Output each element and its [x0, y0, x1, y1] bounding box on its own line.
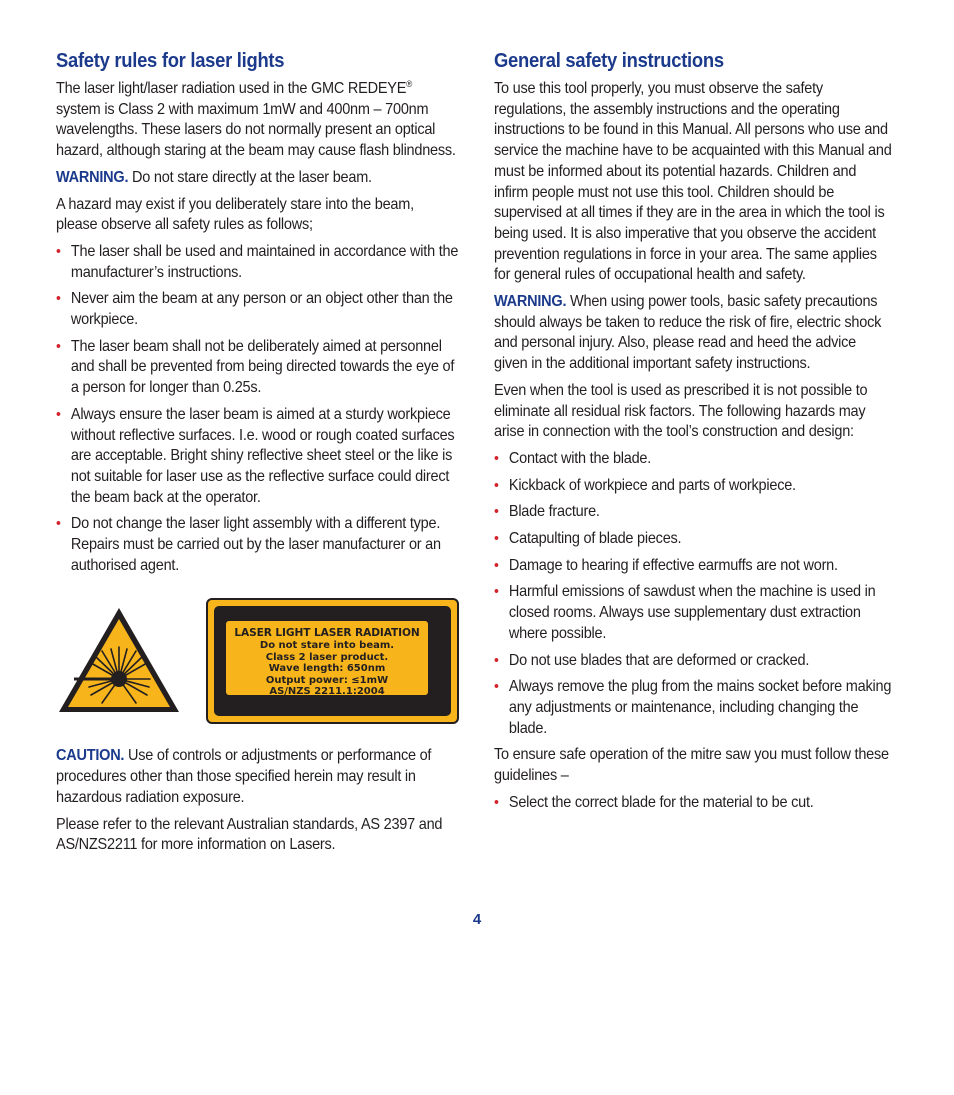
bullet-icon: • — [56, 405, 61, 423]
bullet-icon: • — [494, 530, 499, 548]
left-column — [56, 50, 461, 862]
laser-warning-paragraph: WARNING. Do not stare directly at the laser beam. — [56, 168, 372, 186]
bullet-icon: • — [494, 476, 499, 494]
list-item: • Select the correct blade for the material to be cut. — [494, 793, 892, 814]
bullet-icon: • — [56, 515, 61, 533]
sign-line: Class 2 laser product. — [265, 651, 389, 663]
bullet-icon: • — [56, 290, 61, 308]
registered-mark: ® — [406, 78, 413, 89]
laser-rules-list — [56, 242, 459, 577]
general-intro-paragraph: To use this tool properly, you must observe the safety regulations, the assembly instructions and the operating instructions to be found in this Manual. All persons who use and service the machine have to be acquainted with this Manual and must be informed about its potential hazards. Children and infirm people must not use this tool. Children should be supervised at all times if they are in the area in which the tool is being used. It is also imperative that you observe the accident prevention regulations in force in your area. The same applies for general rules of occupational health and safety. — [494, 80, 892, 284]
list-item: • Blade fracture. — [494, 502, 892, 523]
bullet-icon: • — [494, 793, 499, 811]
bullet-icon: • — [494, 449, 499, 467]
bullet-icon: • — [494, 583, 499, 601]
bullet-icon: • — [494, 556, 499, 574]
list-item: • Always ensure the laser beam is aimed at a sturdy workpiece without reflective surfaces. I.e. wood or rough coated surfaces are acceptable. Bright shiny reflective sheet steel or the like is not suitable for laser use as the reflective surface could direct the beam back at the operator. — [56, 405, 455, 506]
hazards-list — [494, 449, 892, 739]
list-item: • Harmful emissions of sawdust when the machine is used in closed rooms. Always use supplementary dust extraction where possible. — [494, 583, 876, 642]
standards-paragraph: Please refer to the relevant Australian standards, AS 2397 and AS/NZS2211 for more information on Lasers. — [56, 815, 443, 854]
residual-risk-paragraph: Even when the tool is used as prescribed it is not possible to eliminate all residual risk factors. The following hazards may arise in connection with the tool’s construction and design: — [494, 381, 868, 441]
warning-label: WARNING. — [494, 293, 567, 311]
bullet-icon: • — [56, 242, 61, 260]
sign-line: Do not stare into beam. — [259, 640, 395, 652]
bullet-icon: • — [494, 651, 499, 669]
bullet-icon: • — [494, 503, 499, 521]
list-item: • Catapulting of blade pieces. — [494, 529, 892, 550]
list-item: • Damage to hearing if effective earmuffs are not worn. — [494, 556, 892, 577]
caution-label: CAUTION. — [56, 747, 125, 765]
caution-paragraph: CAUTION. Use of controls or adjustments or performance of procedures other than those specified herein may result in hazardous radiation exposure. — [56, 747, 432, 806]
list-item: • Never aim the beam at any person or an object other than the workpiece. — [56, 290, 453, 329]
bullet-icon: • — [494, 678, 499, 696]
list-item: • Contact with the blade. — [494, 449, 892, 470]
sign-line: AS/NZS 2211.1:2004 — [269, 686, 385, 698]
guidelines-paragraph: To ensure safe operation of the mitre saw you must follow these guidelines – — [494, 746, 889, 785]
right-column — [494, 50, 894, 820]
general-warning-paragraph: WARNING. When using power tools, basic safety precautions should always be taken to reduce the risk of fire, electric shock and personal injury. Also, please read and heed the advice given in the additional important safety instructions. — [494, 293, 882, 373]
warning-label: WARNING. — [56, 168, 129, 186]
bullet-icon: • — [56, 337, 61, 355]
list-item: • The laser beam shall not be deliberately aimed at personnel and shall be prevented from being directed towards the eye of a person for longer than 0.25s. — [56, 337, 455, 397]
guidelines-list — [494, 793, 892, 814]
sign-line: Output power: ≤1mW — [265, 674, 389, 686]
general-safety-heading: General safety instructions — [494, 50, 724, 72]
sign-label — [226, 621, 428, 698]
sign-line: Wave length: 650nm — [268, 663, 386, 675]
list-item: • Do not change the laser light assembly with a different type. Repairs must be carried out by the laser manufacturer or an authorised agent. — [56, 515, 441, 574]
list-item: • Always remove the plug from the mains socket before making any adjustments or maintenance, including changing the blade. — [494, 678, 892, 737]
laser-rules-heading: Safety rules for laser lights — [56, 50, 285, 72]
laser-warning-sign — [206, 598, 459, 724]
laser-warning-figures — [56, 598, 461, 728]
page-number: 4 — [472, 911, 482, 928]
laser-hazard-paragraph: A hazard may exist if you deliberately stare into the beam, please observe all safety rules as follows; — [56, 195, 414, 234]
list-item: • Do not use blades that are deformed or cracked. — [494, 651, 892, 672]
list-item: • Kickback of workpiece and parts of workpiece. — [494, 476, 892, 497]
sign-line-title: LASER LIGHT LASER RADIATION — [234, 627, 420, 640]
laser-warning-triangle-icon — [56, 605, 182, 715]
laser-intro-paragraph: The laser light/laser radiation used in the GMC REDEYE® system is Class 2 with maximum 1mW and 400nm – 700nm wavelengths. These lasers do not normally present an optical hazard, although staring at the beam may cause flash blindness. — [56, 78, 456, 160]
list-item: • The laser shall be used and maintained in accordance with the manufacturer’s instructions. — [56, 242, 459, 281]
